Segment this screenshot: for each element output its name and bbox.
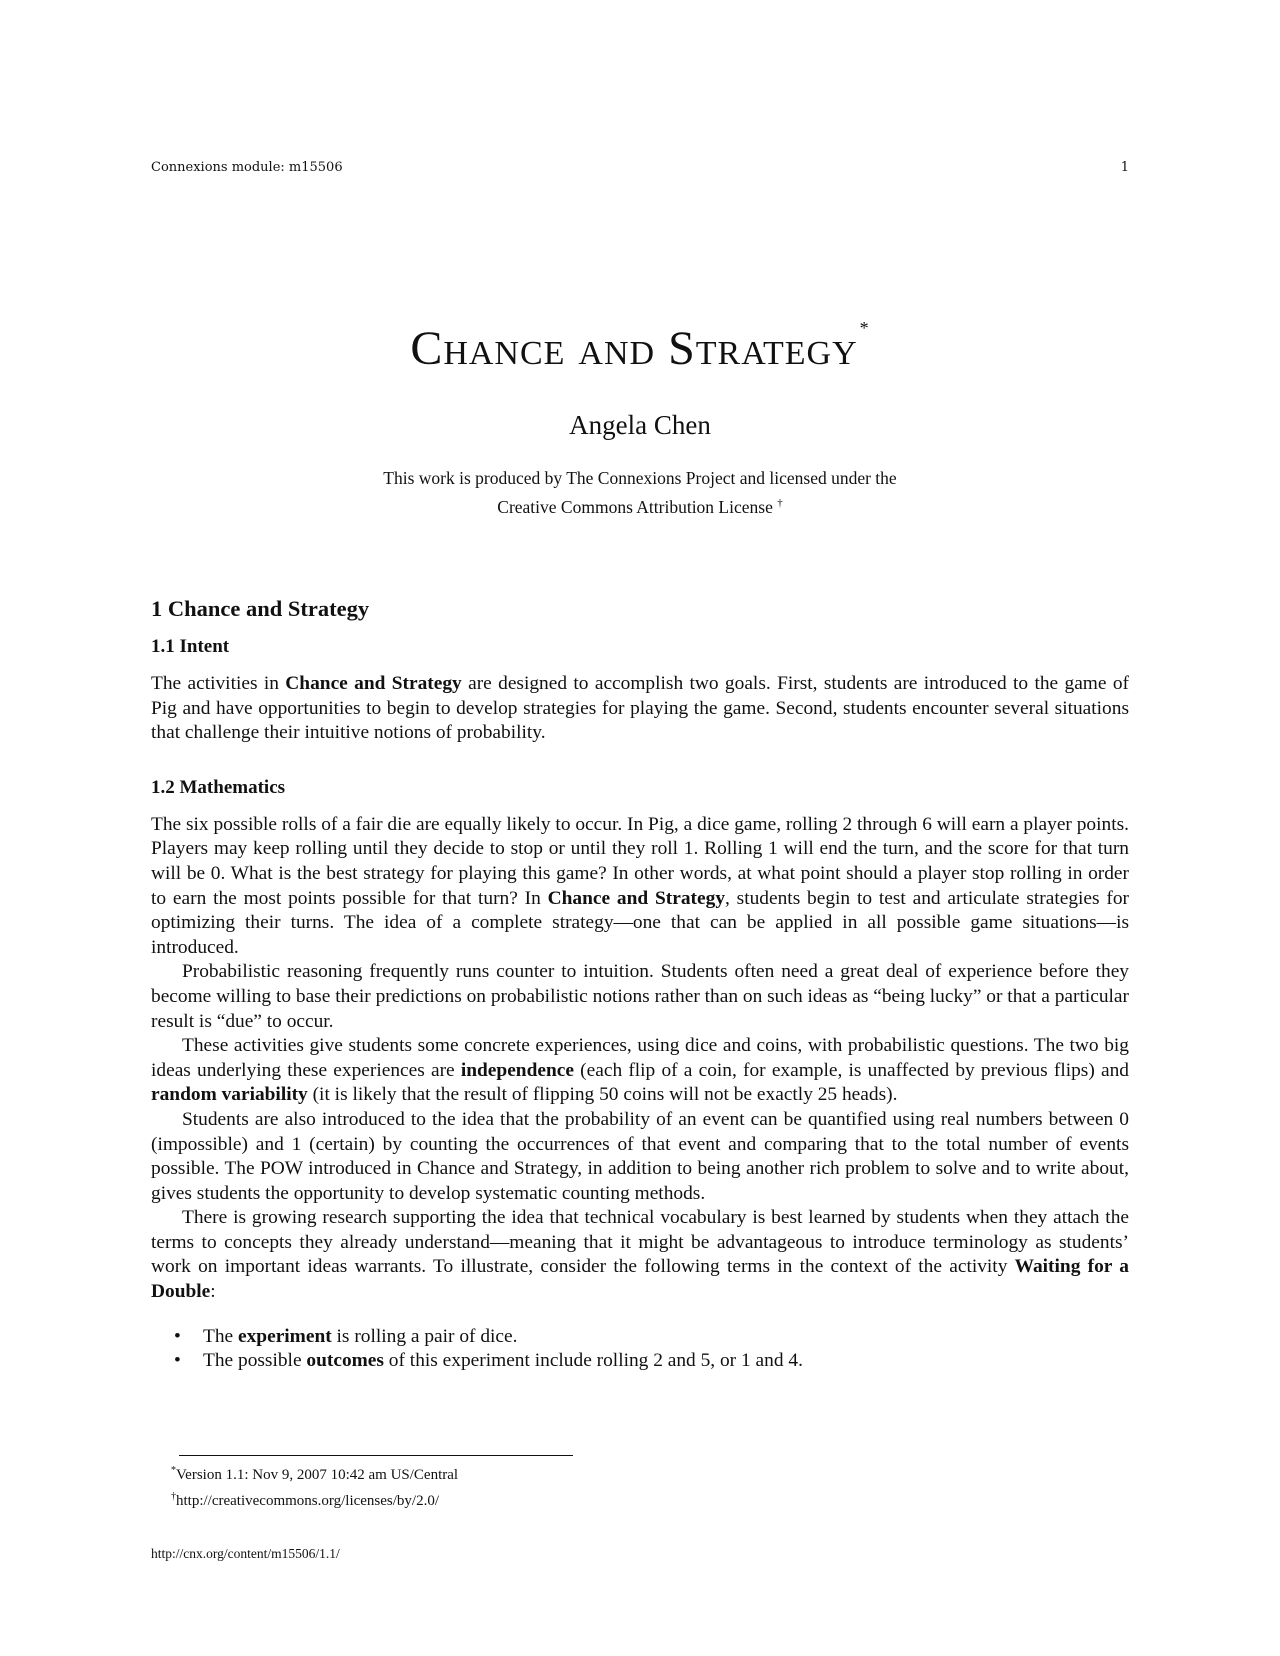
mathematics-paragraph-3 xyxy=(151,1034,1129,1108)
footnote-text: Version 1.1: Nov 9, 2007 10:42 am US/Central xyxy=(176,1467,459,1483)
text-run: are designed to accomplish two goals. First, students are introduced to the game of Pig and have opportunities to begin to develop strategies for playing the game. Second, students encounter several situations that challenge their intuitive notions of probability. xyxy=(151,673,1130,744)
footnote-version xyxy=(151,1460,751,1486)
mathematics-paragraph-1 xyxy=(151,813,1129,961)
bullet-icon: • xyxy=(174,1325,181,1347)
footnote-link[interactable]: http://creativecommons.org/licenses/by/2.0/ xyxy=(176,1493,440,1509)
bold-term: random variability xyxy=(151,1084,308,1106)
title-footnote-mark[interactable]: * xyxy=(859,318,870,338)
list-item xyxy=(151,1325,1129,1350)
bullet-icon: • xyxy=(174,1350,181,1372)
bold-term: outcomes xyxy=(306,1350,384,1372)
mathematics-paragraph-5 xyxy=(151,1206,1129,1304)
text-run: The activities in xyxy=(151,673,286,694)
footer-url-link[interactable]: http://cnx.org/content/m15506/1.1/ xyxy=(151,1546,340,1561)
terms-list xyxy=(151,1325,1129,1374)
bold-term: experiment xyxy=(238,1325,332,1347)
text-run: (each flip of a coin, for example, is unaffected by previous flips) and xyxy=(573,1059,1129,1081)
author-name: Angela Chen xyxy=(569,410,711,440)
main-content xyxy=(151,595,1129,1374)
section-heading-1: 1 Chance and Strategy xyxy=(151,596,370,621)
footnotes xyxy=(151,1455,751,1512)
text-run: The possible xyxy=(203,1350,307,1372)
text-run: , students begin to test and articulate strategies for optimizing their turns. The idea of a complete strategy—one that can be applied in all possible game situations—is introduced. xyxy=(151,887,1129,958)
intent-paragraph xyxy=(151,672,1129,746)
section-heading-mathematics: 1.2 Mathematics xyxy=(151,776,286,798)
mathematics-paragraph-4: Students are also introduced to the idea that the probability of an event can be quantified using real numbers between 0 (impossible) and 1 (certain) by counting the occurrences of that event and comparing that to the total number of events possible. The POW introduced in Chance and Strategy, in addition to being another rich problem to solve and to write about, gives students the opportunity to develop systematic counting methods. xyxy=(151,1108,1129,1204)
text-run: The six possible rolls of a fair die are equally likely to occur. In Pig, a dice game, rolling 2 through 6 will earn a player points. Players may keep rolling until they decide to stop or until they roll 1. Rolling 1 will end the turn, and the score for that turn will be 0. What is the best strategy for playing this game? In other words, at what point should a player stop rolling in order to earn the most points possible for that turn? In xyxy=(151,813,1129,909)
license-line-1: This work is produced by The Connexions Project and licensed under the xyxy=(383,468,897,488)
mathematics-paragraph-2: Probabilistic reasoning frequently runs counter to intuition. Students often need a great deal of experience before they become willing to base their predictions on probabilistic notions rather than on such ideas as “being lucky” or that a particular result is “due” to occur. xyxy=(151,961,1129,1032)
bold-term: independence xyxy=(460,1059,574,1081)
bold-term: Chance and Strategy xyxy=(547,887,726,909)
list-item xyxy=(151,1349,1129,1374)
bold-term: Chance and Strategy xyxy=(285,673,462,694)
license-footnote-mark[interactable]: † xyxy=(777,497,783,509)
text-run: of this experiment include rolling 2 and 5, or 1 and 4. xyxy=(383,1350,803,1372)
footnote-divider xyxy=(179,1455,573,1456)
text-run: There is growing research supporting the idea that technical vocabulary is best learned by students when they attach the terms to concepts they already understand—meaning that it might be advantageous to introduce terminology as students’ work on important ideas warrants. To illustrate, consider the following terms in the context of the activity xyxy=(151,1207,1129,1278)
footnote-license-url[interactable] xyxy=(151,1486,751,1512)
page-number: 1 xyxy=(1120,160,1129,175)
text-run: : xyxy=(210,1281,216,1303)
document-title xyxy=(0,300,1280,377)
license-notice xyxy=(0,466,1280,520)
license-line-2 xyxy=(0,491,1280,520)
footnote-mark: * xyxy=(171,1465,176,1476)
running-header xyxy=(151,160,1129,175)
text-run: (it is likely that the result of flipping 50 coins will not be exactly 25 heads). xyxy=(307,1084,898,1106)
module-label: Connexions module: m15506 xyxy=(151,160,343,175)
text-run: is rolling a pair of dice. xyxy=(331,1325,518,1347)
section-heading-intent: 1.1 Intent xyxy=(151,636,230,657)
title-text: Chance and Strategy xyxy=(410,322,858,375)
text-run: The xyxy=(203,1325,238,1347)
text-run: These activities give students some concrete experiences, using dice and coins, with probabilistic questions. The two big ideas underlying these experiences are xyxy=(151,1035,1129,1081)
bold-term: Waiting for a Double xyxy=(151,1256,1129,1303)
footnote-mark: † xyxy=(171,1491,176,1502)
license-name: Creative Commons Attribution License xyxy=(497,496,773,517)
